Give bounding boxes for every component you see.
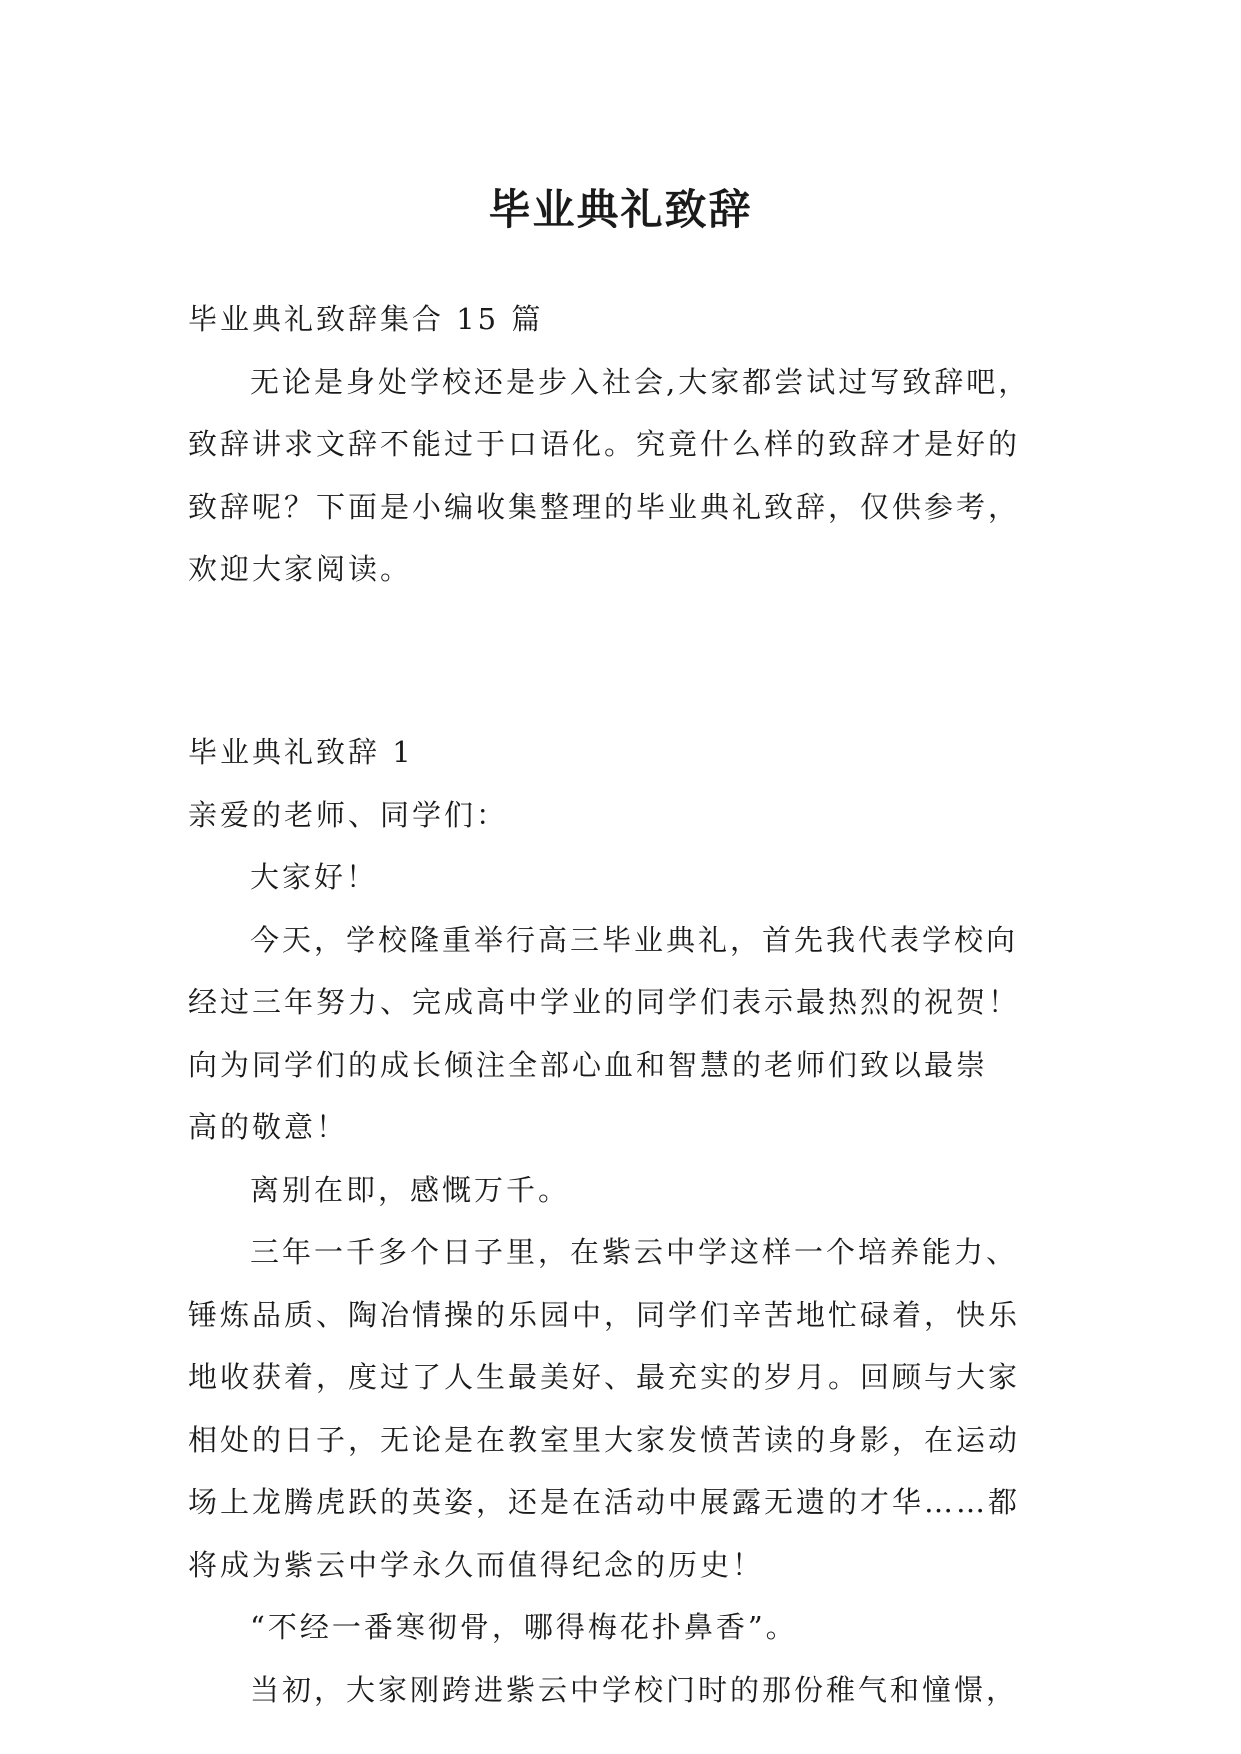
text-line: 毕业典礼致辞集合 15 篇 xyxy=(188,302,544,336)
text-line: 三年一千多个日子里，在紫云中学这样一个培养能力、 xyxy=(250,1235,1019,1269)
text-line: 将成为紫云中学永久而值得纪念的历史！ xyxy=(188,1547,765,1582)
document-title: 毕业典礼致辞 xyxy=(488,185,753,235)
text-line: 相处的日子，无论是在教室里大家发愤苦读的身影，在运动 xyxy=(188,1422,1021,1457)
text-line: 致辞呢？下面是小编收集整理的毕业典礼致辞，仅供参考， xyxy=(188,489,1021,524)
text-line: 经过三年努力、完成高中学业的同学们表示最热烈的祝贺！ xyxy=(188,985,1021,1019)
text-line: 离别在即，感慨万千。 xyxy=(250,1172,571,1207)
text-line: 亲爱的老师、同学们： xyxy=(188,797,509,832)
text-line: 向为同学们的成长倾注全部心血和智慧的老师们致以最崇 xyxy=(188,1047,989,1082)
text-line: 大家好！ xyxy=(250,860,379,894)
text-line: “不经一番寒彻骨，哪得梅花扑鼻香”。 xyxy=(250,1610,798,1644)
text-line: 毕业典礼致辞 1 xyxy=(188,735,414,769)
text-line: 欢迎大家阅读。 xyxy=(188,552,413,586)
paragraph-gap xyxy=(188,630,1058,693)
text-line: 今天，学校隆重举行高三毕业典礼，首先我代表学校向 xyxy=(250,922,1019,957)
text-line: 场上龙腾虎跃的英姿，还是在活动中展露无遗的才华……都 xyxy=(188,1485,1021,1519)
text-line: 锤炼品质、陶冶情操的乐园中，同学们辛苦地忙碌着，快乐 xyxy=(188,1297,1021,1332)
text-line: 当初，大家刚跨进紫云中学校门时的那份稚气和憧憬， xyxy=(250,1672,1019,1707)
text-line: 致辞讲求文辞不能过于口语化。究竟什么样的致辞才是好的 xyxy=(188,427,1021,461)
text-line: 无论是身处学校还是步入社会,大家都尝试过写致辞吧， xyxy=(250,364,1031,399)
text-line: 高的敬意！ xyxy=(188,1110,349,1144)
document-body xyxy=(188,288,1058,1721)
text-line: 地收获着，度过了人生最美好、最充实的岁月。回顾与大家 xyxy=(188,1360,1021,1394)
